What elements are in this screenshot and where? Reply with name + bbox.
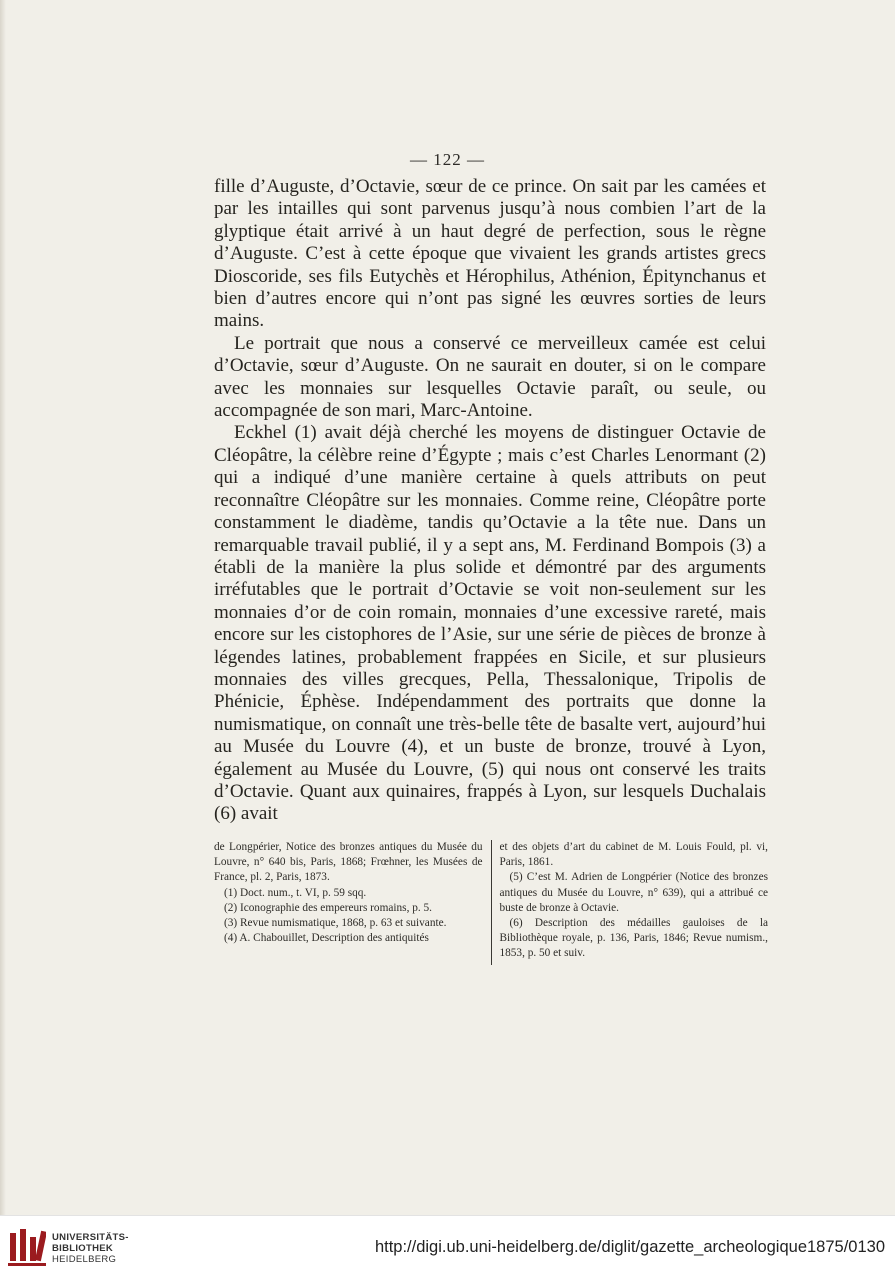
page-number: — 122 —: [410, 150, 485, 169]
permalink-url[interactable]: http://digi.ub.uni-heidelberg.de/diglit/gazette_archeologique1875/0130: [374, 1238, 885, 1256]
footnote-column-divider: [491, 840, 492, 965]
footnote-4: (4) A. Chabouillet, Description des antiquités: [224, 932, 429, 945]
paragraph-2: Le portrait que nous a conservé ce merveilleux camée est celui d’Octavie, sœur d’Auguste. On ne saurait en douter, si on le compare avec les monnaies sur lesquelles Octavie paraît, ou seule, ou accompagnée de son mari, Marc-Antoine.: [214, 332, 766, 422]
library-name-line-2: BIBLIOTHEK: [52, 1243, 114, 1254]
library-name-line-1: UNIVERSITÄTS-: [52, 1232, 129, 1243]
footnotes: [214, 840, 768, 965]
paragraph-3: Eckhel (1) avait déjà cherché les moyens de distinguer Octavie de Cléopâtre, la célèbre reine d’Égypte ; mais c’est Charles Lenormant (2) qui a indiqué d’une manière certaine à quels attributs on peut reconnaître Cléopâtre sur les monnaies. Comme reine, Cléopâtre porte constamment le diadème, tandis qu’Octavie a la tête nue. Dans un remarquable travail publié, il y a sept ans, M. Ferdinand Bompois (3) a établi de la manière la plus solide et démontré par des arguments irréfutables que le portrait d’Octavie se voit non-seulement sur les monnaies d’or de coin romain, monnaies d’une excessive rareté, mais encore sur les cistophores de l’Asie, sur une série de pièces de bronze à légendes latines, probablement frappées en Sicile, et sur plusieurs monnaies des villes grecques, Pella, Thessalonique, Tripolis de Phénicie, Éphèse. Indépendamment des portraits que donne la numismatique, on connaît une très-belle tête de basalte vert, aujourd’hui au Musée du Louvre (4), et un buste de bronze, trouvé à Lyon, également au Musée du Louvre, (5) qui nous ont conservé les traits d’Octavie. Quant aux quinaires, frappés à Lyon, sur lesquels Duchalais (6) avait: [214, 422, 766, 825]
university-library-logo-icon: [8, 1227, 46, 1267]
footnote-2: (2) Iconographie des empereurs romains, p. 5.: [224, 901, 432, 914]
footer-bar: [0, 1215, 895, 1281]
footnote-5: (5) C’est M. Adrien de Longpérier (Notice des bronzes antiques du Musée du Louvre, n° 639), qui a attribué ce buste de bronze à Octavie.: [499, 871, 768, 914]
body-text: [214, 176, 766, 826]
footnote-6: (6) Description des médailles gauloises de la Bibliothèque royale, p. 136, Paris, 1846; Revue numism., 1853, p. 50 et suiv.: [499, 917, 768, 960]
footnote-1: (1) Doct. num., t. VI, p. 59 sqq.: [224, 886, 367, 899]
footnote-continuation: de Longpérier, Notice des bronzes antiques du Musée du Louvre, n° 640 bis, Paris, 1868; Frœhner, les Musées de France, pl. 2, Paris, 1873.: [214, 841, 483, 884]
footnote-3: (3) Revue numismatique, 1868, p. 63 et suivante.: [224, 917, 447, 930]
footnotes-left-column: [214, 840, 483, 965]
footnotes-right-column: [499, 840, 768, 965]
library-name: [52, 1232, 129, 1265]
library-name-line-3: HEIDELBERG: [52, 1254, 117, 1265]
footnote-4-continuation: et des objets d’art du cabinet de M. Louis Fould, pl. vi, Paris, 1861.: [499, 841, 768, 869]
paragraph-1: fille d’Auguste, d’Octavie, sœur de ce prince. On sait par les camées et par les intailles qui sont parvenus jusqu’à nous combien l’art de la glyptique était arrivé à un haut degré de perfection, sous le règne d’Auguste. C’est à cette époque que vivaient les grands artistes grecs Dioscoride, ses fils Eutychès et Hérophilus, Athénion, Épitynchanus et bien d’autres encore qui n’ont pas signé les œuvres sorties de leurs mains.: [214, 176, 766, 332]
